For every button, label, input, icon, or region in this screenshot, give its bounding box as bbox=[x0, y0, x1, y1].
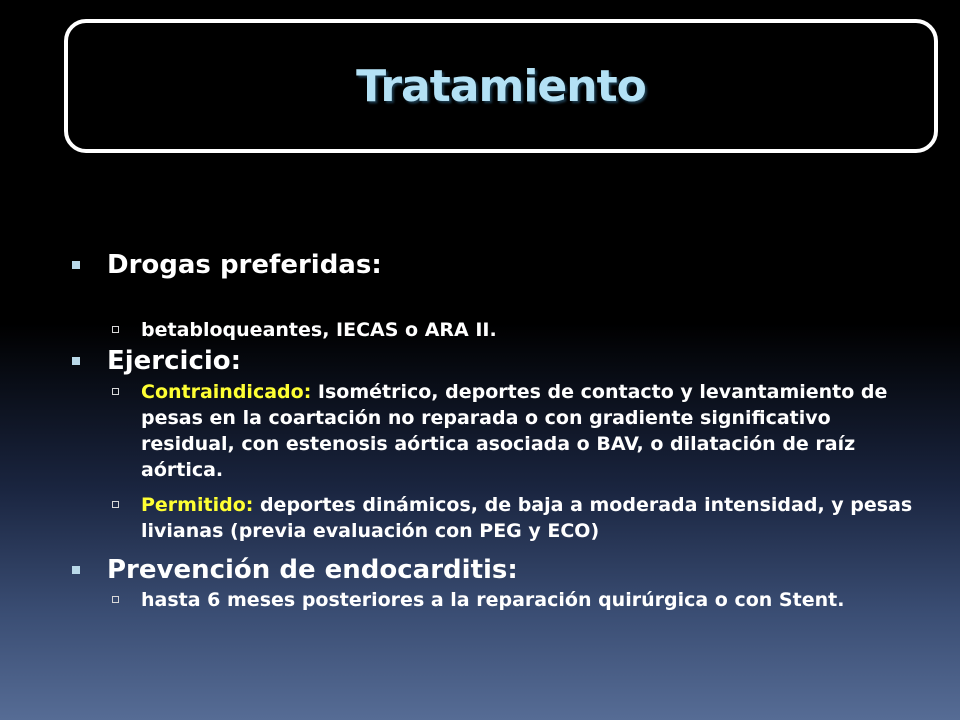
square-bullet-icon bbox=[72, 566, 80, 574]
bullet-label: Prevención de endocarditis: bbox=[107, 555, 518, 585]
subbullet-prevencion bbox=[70, 587, 930, 613]
bullet-ejercicio bbox=[70, 344, 930, 378]
bullet-drogas bbox=[70, 248, 930, 282]
subbullet-text: deportes dinámicos, de baja a moderada intensidad, y pesas livianas (previa evaluación con PEG y ECO) bbox=[141, 494, 913, 542]
bullet-prevencion bbox=[70, 553, 930, 587]
subbullet-text: Isométrico, deportes de contacto y levantamiento de pesas en la coartación no reparada o con gradiente significativo residual, con estenosis aórtica asociada o BAV, o dilatación de raíz aórtica. bbox=[141, 381, 888, 481]
hollow-square-bullet-icon bbox=[112, 326, 119, 333]
hollow-square-bullet-icon bbox=[112, 501, 119, 508]
slide-title: Tratamiento bbox=[356, 60, 646, 112]
subbullet-contraindicado bbox=[70, 379, 930, 483]
bullet-label: Ejercicio: bbox=[107, 346, 242, 376]
highlight-permitido: Permitido: bbox=[141, 494, 254, 516]
hollow-square-bullet-icon bbox=[112, 388, 119, 395]
highlight-contraindicado: Contraindicado: bbox=[141, 381, 312, 403]
slide-content bbox=[70, 248, 930, 613]
subbullet-text: betabloqueantes, IECAS o ARA II. bbox=[141, 319, 497, 341]
title-box bbox=[64, 19, 938, 153]
square-bullet-icon bbox=[72, 261, 80, 269]
hollow-square-bullet-icon bbox=[112, 596, 119, 603]
subbullet-permitido bbox=[70, 492, 930, 544]
subbullet-text: hasta 6 meses posteriores a la reparación quirúrgica o con Stent. bbox=[141, 589, 845, 611]
bullet-label: Drogas preferidas: bbox=[107, 250, 382, 280]
subbullet-drogas bbox=[70, 317, 930, 343]
square-bullet-icon bbox=[72, 357, 80, 365]
